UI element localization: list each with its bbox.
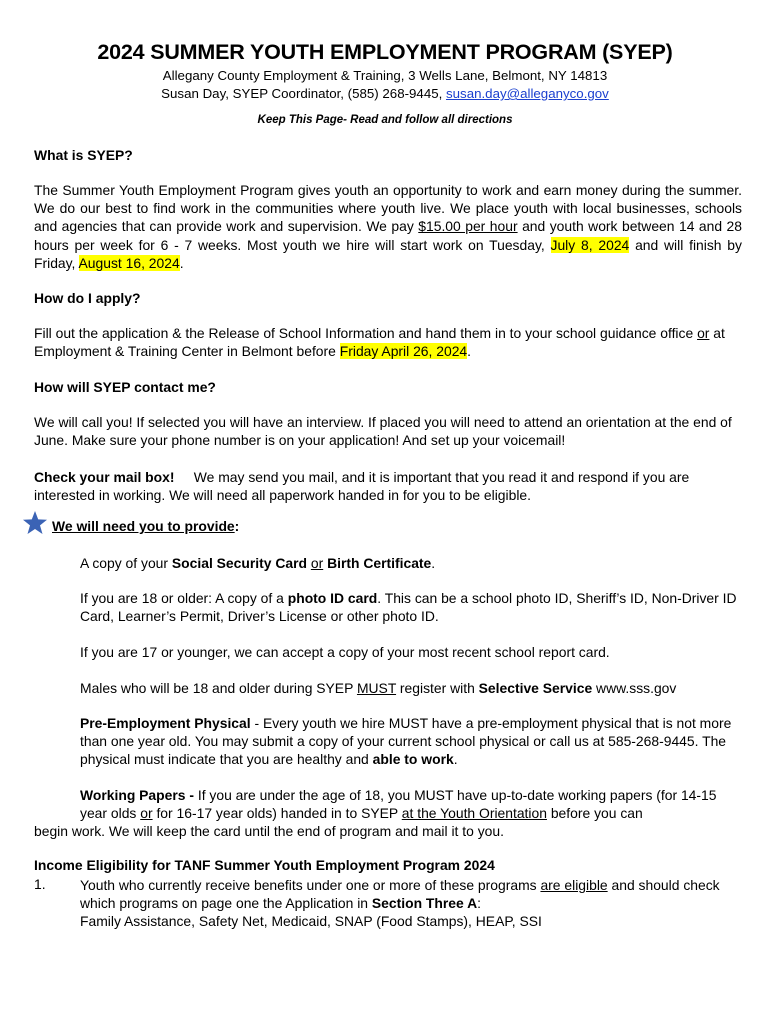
- provide-heading: We will need you to provide: [52, 518, 235, 534]
- ssc-bold: Social Security Card: [171, 555, 307, 571]
- what-is-text-3: and will finish by Friday,: [34, 236, 742, 271]
- what-is-text-2: and youth work between 14 and 28 hours per week for 6 - 7 weeks. Most youth we hire will start work on Tuesday,: [34, 218, 742, 253]
- income-programs: Family Assistance, Safety Net, Medicaid, SNAP (Food Stamps), HEAP, SSI: [80, 913, 542, 930]
- income-heading: Income Eligibility for TANF Summer Youth Employment Program 2024: [34, 857, 495, 873]
- phys-bold: Pre-Employment Physical: [80, 715, 251, 731]
- ssc-item: [80, 554, 744, 572]
- start-date: July 8, 2024: [550, 236, 630, 253]
- income-item-number: 1.: [34, 876, 46, 892]
- ssc-bold-2: Birth Certificate: [327, 555, 432, 571]
- phys-bold-2: able to work: [372, 751, 454, 768]
- ss-must: MUST: [356, 680, 397, 696]
- what-is-text: The Summer Youth Employment Program gives youth an opportunity to work and earn money during the summer. We do our best to find work in the communities where youth live. We place youth with local businesses, schools and agencies that can provide work and supervision. We pay: [34, 182, 742, 235]
- income-text-3: :: [477, 895, 481, 912]
- wp-or: or: [140, 805, 153, 822]
- phys-text: - Every youth we hire MUST have a pre-employment physical that is not more than one year old. You may submit a copy of your current school physical or call us at 585-268-9445. The physical must indicate that you are healthy and: [80, 715, 732, 768]
- apply-text-3: .: [467, 343, 472, 360]
- star-icon: [22, 510, 48, 536]
- ssc-text: A copy of your: [80, 555, 172, 571]
- mail-text: We may send you mail, and it is important that you read it and respond if you are interested in working. We will need all paperwork handed in for you to be eligible.: [34, 469, 694, 504]
- ss-post: www.sss.gov: [592, 680, 677, 696]
- provide-heading-line: [52, 518, 239, 534]
- pay-rate: $15.00 per hour: [418, 218, 518, 235]
- id-post: . This can be a school photo ID, Sheriff’s ID, Non-Driver ID Card, Learner’s Permit, Driver’s License or other photo ID.: [80, 590, 737, 625]
- what-is-heading: What is SYEP?: [34, 147, 133, 163]
- physical-item: [80, 714, 744, 769]
- wp-text-2: for 16-17 year olds) handed in to SYEP: [152, 805, 402, 822]
- ss-text: Males who will be 18 and older during SYEP: [80, 680, 357, 696]
- keep-page-note: Keep This Page- Read and follow all directions: [257, 114, 513, 126]
- coordinator-email-link[interactable]: susan.day@alleganyco.gov: [446, 86, 609, 101]
- end-date: August 16, 2024: [78, 254, 180, 271]
- coordinator-line: [0, 86, 770, 101]
- wp-orientation: at the Youth Orientation: [401, 805, 547, 822]
- coordinator-text: Susan Day, SYEP Coordinator, (585) 268-9445,: [161, 86, 446, 101]
- apply-text-2: at Employment & Training Center in Belmont before: [34, 325, 725, 360]
- income-text: Youth who currently receive benefits under one or more of these programs: [80, 877, 541, 893]
- working-papers-continued: begin work. We will keep the card until the end of program and mail it to you.: [34, 823, 504, 839]
- what-is-text-4: .: [179, 254, 184, 271]
- ssc-or: or: [310, 555, 324, 571]
- selective-service-item: [80, 679, 744, 697]
- apply-heading: How do I apply?: [34, 290, 141, 306]
- ss-bold: Selective Service: [478, 680, 593, 696]
- contact-paragraph: We will call you! If selected you will have an interview. If placed you will need to attend an orientation at the end of June. Make sure your phone number is on your application! And set up your voicemail!: [34, 414, 732, 449]
- apply-or: or: [697, 325, 710, 341]
- mail-paragraph: [34, 468, 742, 504]
- provide-colon: :: [234, 518, 240, 534]
- working-papers-item: [80, 786, 744, 822]
- apply-text: Fill out the application & the Release of School Information and hand them in to your school guidance office: [34, 325, 698, 341]
- ssc-post: .: [431, 555, 436, 571]
- what-is-paragraph: [34, 181, 742, 272]
- wp-text-3: before you can: [546, 805, 643, 822]
- phys-post: .: [453, 751, 458, 768]
- mail-heading: Check your mail box!: [34, 469, 175, 485]
- income-eligible: are eligible: [540, 877, 608, 893]
- address-line: Allegany County Employment & Training, 3 Wells Lane, Belmont, NY 14813: [162, 68, 608, 83]
- contact-heading: How will SYEP contact me?: [34, 379, 216, 395]
- ss-mid: register with: [396, 680, 479, 696]
- application-deadline: Friday April 26, 2024: [339, 343, 468, 360]
- apply-paragraph: [34, 324, 742, 360]
- income-section: Section Three A: [371, 895, 478, 912]
- page-title: 2024 SUMMER YOUTH EMPLOYMENT PROGRAM (SYEP): [97, 40, 673, 64]
- wp-bold: Working Papers -: [80, 787, 194, 803]
- id-bold: photo ID card: [287, 590, 378, 606]
- income-text-2: and should check which programs on page one the Application in: [80, 877, 720, 912]
- report-card-item: If you are 17 or younger, we can accept a copy of your most recent school report card.: [80, 644, 610, 660]
- income-item: [80, 876, 744, 931]
- wp-text: If you are under the age of 18, you MUST have up-to-date working papers (for 14-15 year olds: [80, 787, 717, 822]
- id-text: If you are 18 or older: A copy of a: [80, 590, 288, 606]
- photo-id-item: [80, 589, 744, 625]
